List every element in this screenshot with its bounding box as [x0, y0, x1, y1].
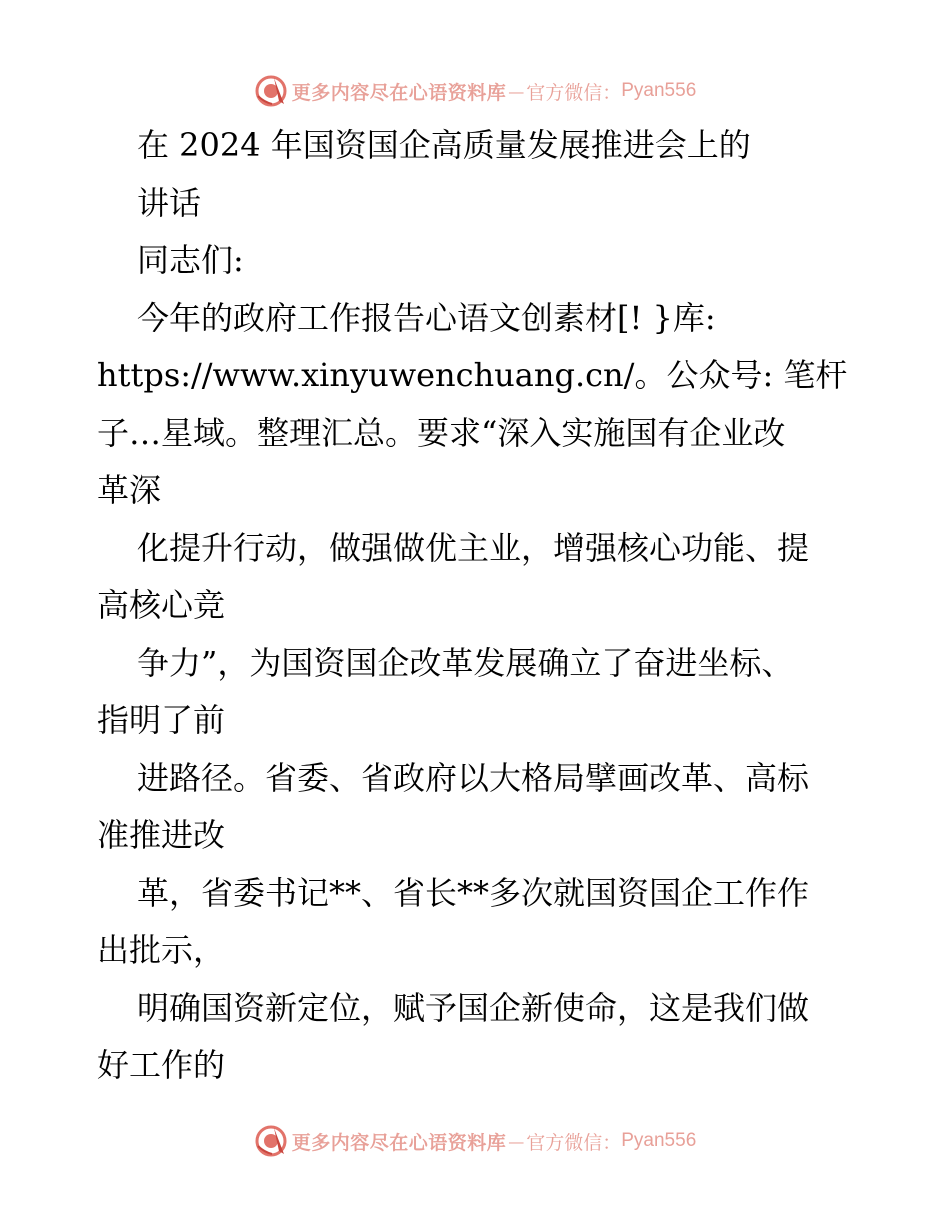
paragraph-line: 明确国资新定位，赋予国企新使命，这是我们做 — [137, 988, 810, 1027]
paragraph-line: 革深 — [97, 471, 162, 509]
paragraph-line: 进路径。省委、省政府以大格局擘画改革、高标 — [137, 758, 810, 797]
watermark-brand-text: 更多内容尽在心语资料库 — [291, 81, 507, 104]
salutation: 同志们: — [137, 241, 244, 279]
header-watermark — [0, 71, 950, 111]
document-body — [97, 117, 857, 1095]
paragraph-line: https://www.xinyuwenchuang.cn/。公众号: 笔杆 — [97, 356, 848, 394]
paragraph-line: 准推进改 — [97, 816, 226, 854]
paragraph-line: 今年的政府工作报告心语文创素材[! }库: — [137, 298, 716, 337]
document-title-line-2: 讲话 — [137, 183, 202, 222]
paragraph-line: 高核心竞 — [97, 586, 226, 624]
watermark-dash: — — [508, 81, 525, 101]
paragraph-line: 革，省委书记**、省长**多次就国资国企工作作 — [137, 873, 810, 912]
paragraph-line: 化提升行动，做强做优主业，增强核心功能、提 — [137, 528, 810, 567]
footer-watermark — [0, 1121, 950, 1161]
watermark-contact-label: 官方微信： — [526, 1131, 622, 1154]
pen-seal-logo-icon — [254, 74, 288, 108]
paragraph-line: 好工作的 — [97, 1046, 226, 1084]
paragraph-line: 争力”，为国资国企改革发展确立了奋进坐标、 — [137, 643, 794, 682]
paragraph-line: 出批示， — [97, 931, 226, 969]
watermark-contact-id: Pyan556 — [621, 80, 697, 101]
paragraph-line: 指明了前 — [97, 701, 226, 739]
document-title-line-1: 在 2024 年国资国企高质量发展推进会上的 — [137, 126, 751, 164]
watermark-dash: — — [508, 1131, 525, 1151]
paragraph-line: 子…星域。整理汇总。要求“深入实施国有企业改 — [97, 413, 786, 452]
watermark-brand-text: 更多内容尽在心语资料库 — [291, 1131, 507, 1154]
pen-seal-logo-icon — [254, 1124, 288, 1158]
watermark-contact-id: Pyan556 — [621, 1130, 697, 1151]
watermark-contact-label: 官方微信： — [526, 81, 622, 104]
